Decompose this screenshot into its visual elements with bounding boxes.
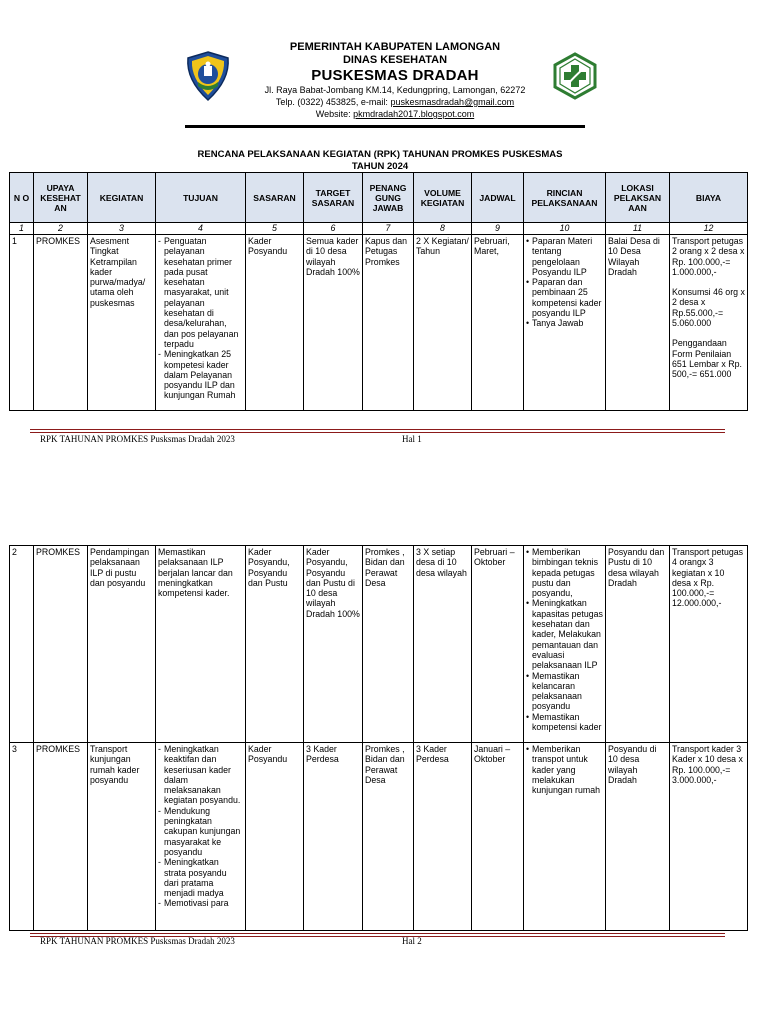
table-row [10, 235, 748, 411]
cell-upaya: PROMKES [34, 546, 88, 743]
cell-rincian [524, 546, 606, 743]
cell-upaya: PROMKES [34, 743, 88, 931]
rincian-item: • Memastikan kompetensi kader [526, 712, 603, 733]
col-number: 7 [363, 223, 414, 235]
cell-jadwal: Januari – Oktober [472, 743, 524, 931]
cell-biaya: Transport kader 3 Kader x 10 desa x Rp. 100.000,-= 3.000.000,- [670, 743, 748, 931]
col-header-rincian: RINCIAN PELAKSANAAN [524, 173, 606, 223]
biaya-item: Konsumsi 46 org x 2 desa x Rp.55.000,-= 5.060.000 [672, 287, 745, 329]
col-header-upaya: UPAYA KESEHAT AN [34, 173, 88, 223]
col-header-tujuan: TUJUAN [156, 173, 246, 223]
tujuan-item: - Memotivasi para [158, 898, 243, 908]
rpk-table-page-1 [9, 172, 748, 411]
col-number: 10 [524, 223, 606, 235]
cell-sasaran: Kader Posyandu [246, 235, 304, 411]
rincian-item: • Memberikan transpot untuk kader yang melakukan kunjungan rumah [526, 744, 603, 795]
col-header-biaya: BIAYA [670, 173, 748, 223]
footer-text-page-2: RPK TAHUNAN PROMKES Pusksmas Dradah 2023 [40, 936, 235, 946]
cell-target: Kader Posyandu, Posyandu dan Pustu di 10 desa wilayah Dradah 100% [304, 546, 363, 743]
cell-lokasi: Posyandu dan Pustu di 10 desa wilayah Dradah [606, 546, 670, 743]
biaya-item: Penggandaan Form Penilaian 651 Lembar x Rp. 500,-= 651.000 [672, 338, 742, 380]
cell-target: Semua kader di 10 desa wilayah Dradah 100% [304, 235, 363, 411]
col-header-volume: VOLUME KEGIATAN [414, 173, 472, 223]
footer-rule [30, 429, 725, 430]
rincian-item: • Meningkatkan kapasitas petugas kesehatan dan kader, Melakukan pemantauan dan evaluasi pelaksanaan ILP [526, 598, 603, 670]
tujuan-item: - Mendukung peningkatan cakupan kunjungan masyarakat ke posyandu [158, 806, 243, 857]
document-year: TAHUN 2024 [351, 161, 409, 172]
col-number: 8 [414, 223, 472, 235]
col-header-target: TARGET SASARAN [304, 173, 363, 223]
footer-text-page-1: RPK TAHUNAN PROMKES Pusksmas Dradah 2023 [40, 434, 235, 444]
cell-no: 3 [10, 743, 34, 931]
table-row [10, 546, 748, 743]
cell-volume: 3 X setiap desa di 10 desa wilayah [414, 546, 472, 743]
col-number: 11 [606, 223, 670, 235]
col-header-penanggung-jawab: PENANG GUNG JAWAB [363, 173, 414, 223]
puskesmas-cross-icon [552, 52, 598, 100]
cell-penanggung-jawab: Promkes , Bidan dan Perawat Desa [363, 546, 414, 743]
cell-biaya [670, 235, 748, 411]
col-number: 9 [472, 223, 524, 235]
col-header-kegiatan: KEGIATAN [88, 173, 156, 223]
tujuan-item: - Meningkatkan 25 kompetesi kader dalam Pelayanan posyandu ILP dan kunjungan Rumah [158, 349, 243, 400]
cell-jadwal: Pebruari – Oktober [472, 546, 524, 743]
cell-volume: 2 X Kegiatan/ Tahun [414, 235, 472, 411]
header-contact [240, 97, 550, 107]
cell-lokasi: Posyandu di 10 desa wilayah Dradah [606, 743, 670, 931]
header-tel: Telp. (0322) 453825, e-mail: [275, 97, 391, 107]
header-address: Jl. Raya Babat-Jombang KM.14, Kedungpring, Lamongan, 62272 [264, 85, 526, 95]
cell-rincian [524, 743, 606, 931]
rincian-item: • Memberikan bimbingan teknis kepada petugas pustu dan posyandu, [526, 547, 603, 598]
cell-target: 3 Kader Perdesa [304, 743, 363, 931]
col-number: 4 [156, 223, 246, 235]
header-government: PEMERINTAH KABUPATEN LAMONGAN [289, 41, 501, 53]
footer-page-number-2: Hal 2 [402, 936, 422, 946]
cell-no: 1 [10, 235, 34, 411]
col-number: 5 [246, 223, 304, 235]
cell-rincian [524, 235, 606, 411]
footer-rule [30, 432, 725, 433]
cell-upaya: PROMKES [34, 235, 88, 411]
cell-penanggung-jawab: Promkes , Bidan dan Perawat Desa [363, 743, 414, 931]
col-header-sasaran: SASARAN [246, 173, 304, 223]
header-puskesmas-name: PUSKESMAS DRADAH [311, 67, 479, 84]
cell-tujuan: Memastikan pelaksanaan ILP berjalan lancar dan meningkatkan kompetensi kader. [156, 546, 246, 743]
footer-page-number-1: Hal 1 [402, 434, 422, 444]
col-number: 3 [88, 223, 156, 235]
cell-biaya: Transport petugas 4 orangx 3 kegiatan x 10 desa x Rp. 100.000,-= 12.000.000,- [670, 546, 748, 743]
cell-kegiatan: Pendampingan pelaksanaan ILP di pustu dan posyandu [88, 546, 156, 743]
col-header-no: N O [10, 173, 34, 223]
cell-jadwal: Pebruari, Maret, [472, 235, 524, 411]
table-row [10, 743, 748, 931]
biaya-item: Transport petugas 2 orang x 2 desa x Rp. 100.000,-= 1.000.000,- [672, 236, 745, 277]
col-number: 1 [10, 223, 34, 235]
col-number: 12 [670, 223, 748, 235]
cell-sasaran: Kader Posyandu, Posyandu dan Pustu [246, 546, 304, 743]
col-header-lokasi: LOKASI PELAKSAN AAN [606, 173, 670, 223]
header-website-link[interactable]: pkmdradah2017.blogspot.com [353, 109, 475, 119]
header-website [240, 109, 550, 119]
rincian-item: • Paparan dan pembinaan 25 kompetensi kader posyandu ILP [526, 277, 603, 318]
tujuan-item: - Meningkatkan keaktifan dan keseriusan kader dalam melaksanakan kegiatan posyandu. [158, 744, 243, 806]
column-number-row [10, 223, 748, 235]
rincian-item: • Tanya Jawab [526, 318, 603, 328]
cell-sasaran: Kader Posyandu [246, 743, 304, 931]
rincian-item: • Memastikan kelancaran pelaksanaan posyandu [526, 671, 603, 712]
cell-kegiatan: Transport kunjungan rumah kader posyandu [88, 743, 156, 931]
header-web-label: Website: [315, 109, 354, 119]
cell-volume: 3 Kader Perdesa [414, 743, 472, 931]
cell-penanggung-jawab: Kapus dan Petugas Promkes [363, 235, 414, 411]
tujuan-item: - Meningkatkan strata posyandu dari pratama menjadi madya [158, 857, 243, 898]
table-header-row [10, 173, 748, 223]
cell-tujuan [156, 743, 246, 931]
lamongan-emblem-icon [184, 50, 232, 102]
footer-rule [30, 933, 725, 934]
header-email-link[interactable]: puskesmasdradah@gmail.com [390, 97, 515, 107]
header-department: DINAS KESEHATAN [342, 54, 448, 66]
col-header-jadwal: JADWAL [472, 173, 524, 223]
header-divider [185, 125, 585, 128]
rpk-table-page-2 [9, 545, 748, 931]
cell-tujuan [156, 235, 246, 411]
cell-lokasi: Balai Desa di 10 Desa Wilayah Dradah [606, 235, 670, 411]
tujuan-item: - Penguatan pelayanan kesehatan primer pada pusat kesehatan masyarakat, unit pelayanan kesehatan di desa/kelurahan, dan pos pelayanan terpadu [158, 236, 243, 349]
document-title: RENCANA PELAKSANAAN KEGIATAN (RPK) TAHUNAN PROMKES PUSKESMAS [197, 149, 563, 160]
col-number: 2 [34, 223, 88, 235]
cell-kegiatan: Asesment Tingkat Ketrampilan kader purwa/madya/ utama oleh puskesmas [88, 235, 156, 411]
cell-no: 2 [10, 546, 34, 743]
rincian-item: • Paparan Materi tentang pengelolaan Posyandu ILP [526, 236, 603, 277]
col-number: 6 [304, 223, 363, 235]
